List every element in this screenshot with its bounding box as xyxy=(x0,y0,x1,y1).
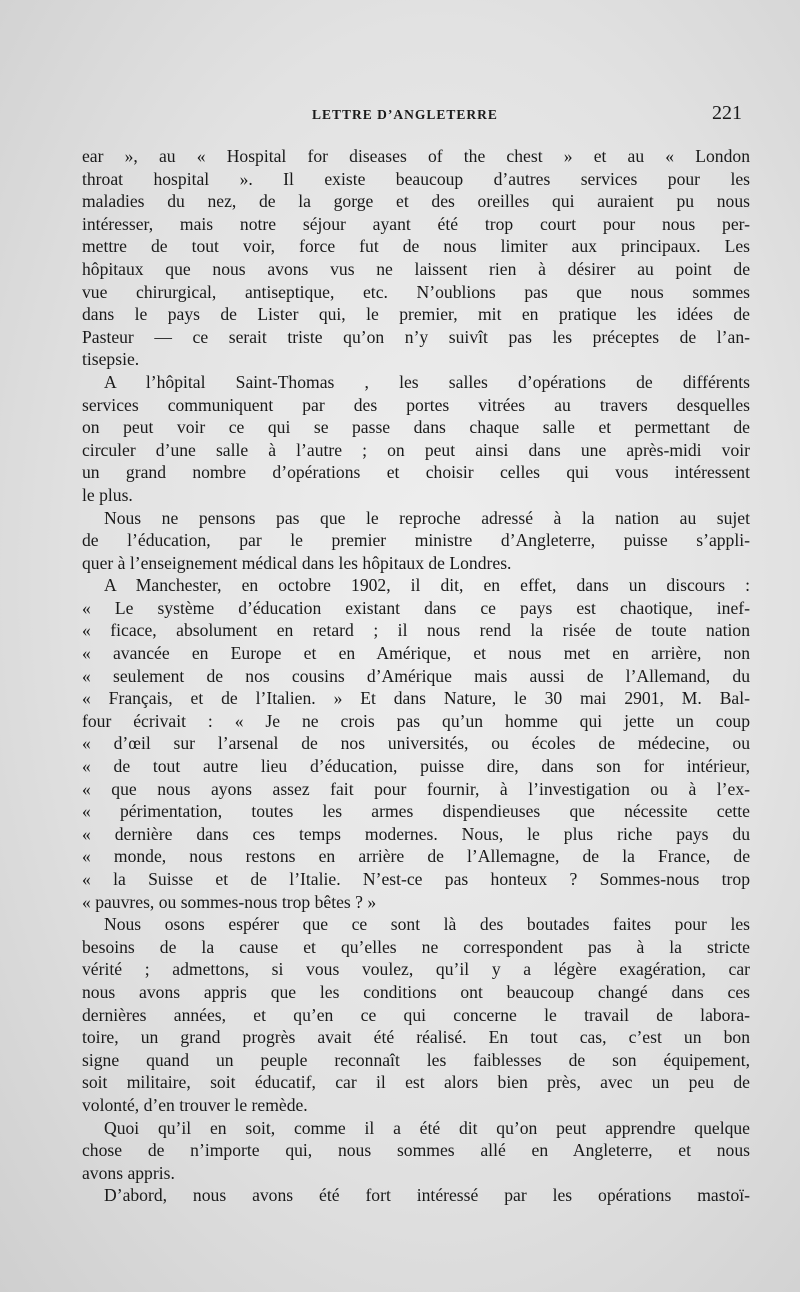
text-line: avons appris. xyxy=(82,1162,175,1183)
text-line: circuler d’une salle à l’autre ; on peut ainsi dans une après-midi voir xyxy=(82,439,750,460)
text-line: chose de n’importe qui, nous sommes allé en Angleterre, et nous xyxy=(82,1140,750,1161)
text-line: « périmentation, toutes les armes dispendieuses que nécessite cette xyxy=(82,801,750,822)
page-header xyxy=(82,104,742,128)
text-line: A Manchester, en octobre 1902, il dit, en effet, dans un discours : xyxy=(104,575,750,596)
text-line: besoins de la cause et qu’elles ne correspondent pas à la stricte xyxy=(82,936,750,957)
text-line: « monde, nous restons en arrière de l’Allemagne, de la France, de xyxy=(82,846,750,867)
text-line: « la Suisse et de l’Italie. N’est-ce pas honteux ? Sommes-nous trop xyxy=(82,869,750,889)
text-line: signe quand un peuple reconnaît les faiblesses de son équipement, xyxy=(82,1049,750,1070)
text-line: « seulement de nos cousins d’Amérique mais aussi de l’Allemand, du xyxy=(82,665,750,686)
text-line: nous avons appris que les conditions ont beaucoup changé dans ces xyxy=(82,981,750,1002)
text-line: volonté, d’en trouver le remède. xyxy=(82,1094,308,1115)
text-line: maladies du nez, de la gorge et des oreilles qui auraient pu nous xyxy=(82,191,750,212)
text-line: mettre de tout voir, force fut de nous limiter aux principaux. Les xyxy=(82,236,750,257)
text-line: vue chirurgical, antiseptique, etc. N’oublions pas que nous sommes xyxy=(82,281,750,302)
text-line: dernières années, et qu’en ce qui concerne le travail de labora- xyxy=(82,1004,750,1025)
text-line: « pauvres, ou sommes-nous trop bêtes ? » xyxy=(82,891,377,912)
text-line: Nous ne pensons pas que le reproche adressé à la nation au sujet xyxy=(104,507,750,528)
text-line: un grand nombre d’opérations et choisir celles qui vous intéressent xyxy=(82,462,750,483)
text-line: Nous osons espérer que ce sont là des boutades faites pour les xyxy=(104,914,750,935)
text-line: intéresser, mais notre séjour ayant été trop court pour nous per- xyxy=(82,213,750,234)
text-line: dans le pays de Lister qui, le premier, mit en pratique les idées de xyxy=(82,304,750,325)
text-line: Quoi qu’il en soit, comme il a été dit qu’on peut apprendre quelque xyxy=(104,1117,750,1138)
text-line: « que nous ayons assez fait pour fournir, à l’investigation ou à l’ex- xyxy=(82,778,750,799)
text-line: hôpitaux que nous avons vus ne laissent rien à désirer au point de xyxy=(82,258,750,279)
text-line: « Français, et de l’Italien. » Et dans Nature, le 30 mai 2901, M. Bal- xyxy=(82,688,750,709)
text-line: throat hospital ». Il existe beaucoup d’autres services pour les xyxy=(82,168,750,189)
text-line: « avancée en Europe et en Amérique, et nous met en arrière, non xyxy=(82,643,750,664)
text-line: quer à l’enseignement médical dans les hôpitaux de Londres. xyxy=(82,552,512,573)
page-number: 221 xyxy=(712,102,742,124)
text-line: tisepsie. xyxy=(82,349,140,370)
text-line: vérité ; admettons, si vous voulez, qu’il y a légère exagération, car xyxy=(82,959,750,980)
text-line: ear », au « Hospital for diseases of the chest » et au « London xyxy=(82,146,750,166)
text-line: Pasteur — ce serait triste qu’on n’y suivît pas les préceptes de l’an- xyxy=(82,326,750,347)
running-title: LETTRE D’ANGLETERRE xyxy=(312,107,498,122)
text-line: de l’éducation, par le premier ministre d’Angleterre, puisse s’appli- xyxy=(82,530,750,551)
text-line: on peut voir ce qui se passe dans chaque salle et permettant de xyxy=(82,417,750,438)
text-line: D’abord, nous avons été fort intéressé par les opérations mastoï- xyxy=(104,1185,750,1206)
text-line: « dernière dans ces temps modernes. Nous, le plus riche pays du xyxy=(82,823,750,844)
text-line: « de tout autre lieu d’éducation, puisse dire, dans son for intérieur, xyxy=(82,756,750,777)
text-line: « d’œil sur l’arsenal de nos universités, ou écoles de médecine, ou xyxy=(82,733,750,754)
text-line: le plus. xyxy=(82,484,133,505)
body-text xyxy=(82,145,750,1207)
text-line: « ficace, absolument en retard ; il nous rend la risée de toute nation xyxy=(82,620,750,641)
text-line: « Le système d’éducation existant dans ce pays est chaotique, inef- xyxy=(82,597,750,618)
text-line: four écrivait : « Je ne crois pas qu’un homme qui jette un coup xyxy=(82,710,750,731)
text-line: soit militaire, soit éducatif, car il est alors bien près, avec un peu de xyxy=(82,1072,750,1093)
text-line: A l’hôpital Saint-Thomas , les salles d’opérations de différents xyxy=(104,371,750,392)
text-line: toire, un grand progrès avait été réalisé. En tout cas, c’est un bon xyxy=(82,1027,750,1048)
text-line: services communiquent par des portes vitrées au travers desquelles xyxy=(82,394,750,415)
